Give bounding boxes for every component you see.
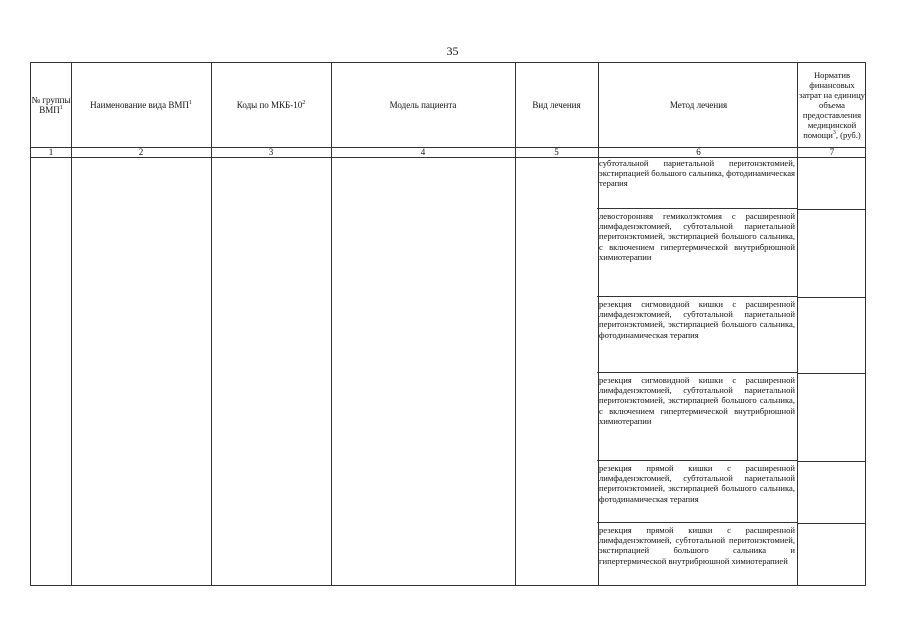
cost-column <box>798 62 866 586</box>
page-number: 35 <box>446 44 459 58</box>
column-number: 3 <box>268 147 274 157</box>
row-divider <box>597 372 798 373</box>
column-number: 5 <box>554 147 559 157</box>
header-treatment-type: Вид лечения <box>532 100 581 110</box>
method-cell: резекция сигмовидной кишки с расширенной лимфаденэктомией, субтотальной париетальной перитонэктомией, экстирпацией большого сальника, с включением гипертермической внутрибрюшной химиотерапии <box>599 375 795 426</box>
header-icd-codes: Коды по МКБ-$10^2$ <box>236 100 306 110</box>
method-cell: левосторонняя гемиколэктомия с расширенной лимфаденэктомией, субтотальной париетальной перитонэктомией, экстирпацией большого сальника, с включением гипертермической внутрибрюшной химиотерапии <box>599 211 795 262</box>
method-cell: резекция прямой кишки с расширенной лимфаденэктомией, субтотальной перитонэктомией, экстирпацией большого сальника и гипертермической внутрибрюшной химиотерапией <box>599 525 795 566</box>
column-number: 6 <box>696 147 701 157</box>
header-group-number: № группы ВМП$^1$ <box>31 95 71 115</box>
row-divider <box>597 296 798 297</box>
column-number: 4 <box>420 147 426 157</box>
header-cost-standard: Норматив финансовых затрат на единицу объема предоставления медицинской помощи$^3$, (руб.) <box>799 70 865 140</box>
header-patient-model: Модель пациента <box>389 100 457 110</box>
method-cell: резекция прямой кишки с расширенной лимфаденэктомией, субтотальной париетальной перитонэктомией, экстирпацией большого сальника, фотодинамическая терапия <box>599 463 795 504</box>
column-number: 1 <box>48 147 54 157</box>
column-number: 2 <box>138 147 144 157</box>
row-divider <box>597 522 798 523</box>
method-cell: резекция сигмовидной кишки с расширенной лимфаденэктомией, субтотальной париетальной перитонэктомией, экстирпацией большого сальника, фотодинамическая терапия <box>599 299 795 340</box>
method-cell: субтотальной париетальной перитонэктомией, экстирпацией большого сальника, фотодинамическая терапия <box>599 158 795 189</box>
column-number: 7 <box>829 147 835 157</box>
row-divider <box>597 208 798 209</box>
header-vmp-name: Наименование вида ВМП$^1$ <box>90 100 192 110</box>
header-treatment-method: Метод лечения <box>669 100 728 110</box>
row-divider <box>597 460 798 461</box>
